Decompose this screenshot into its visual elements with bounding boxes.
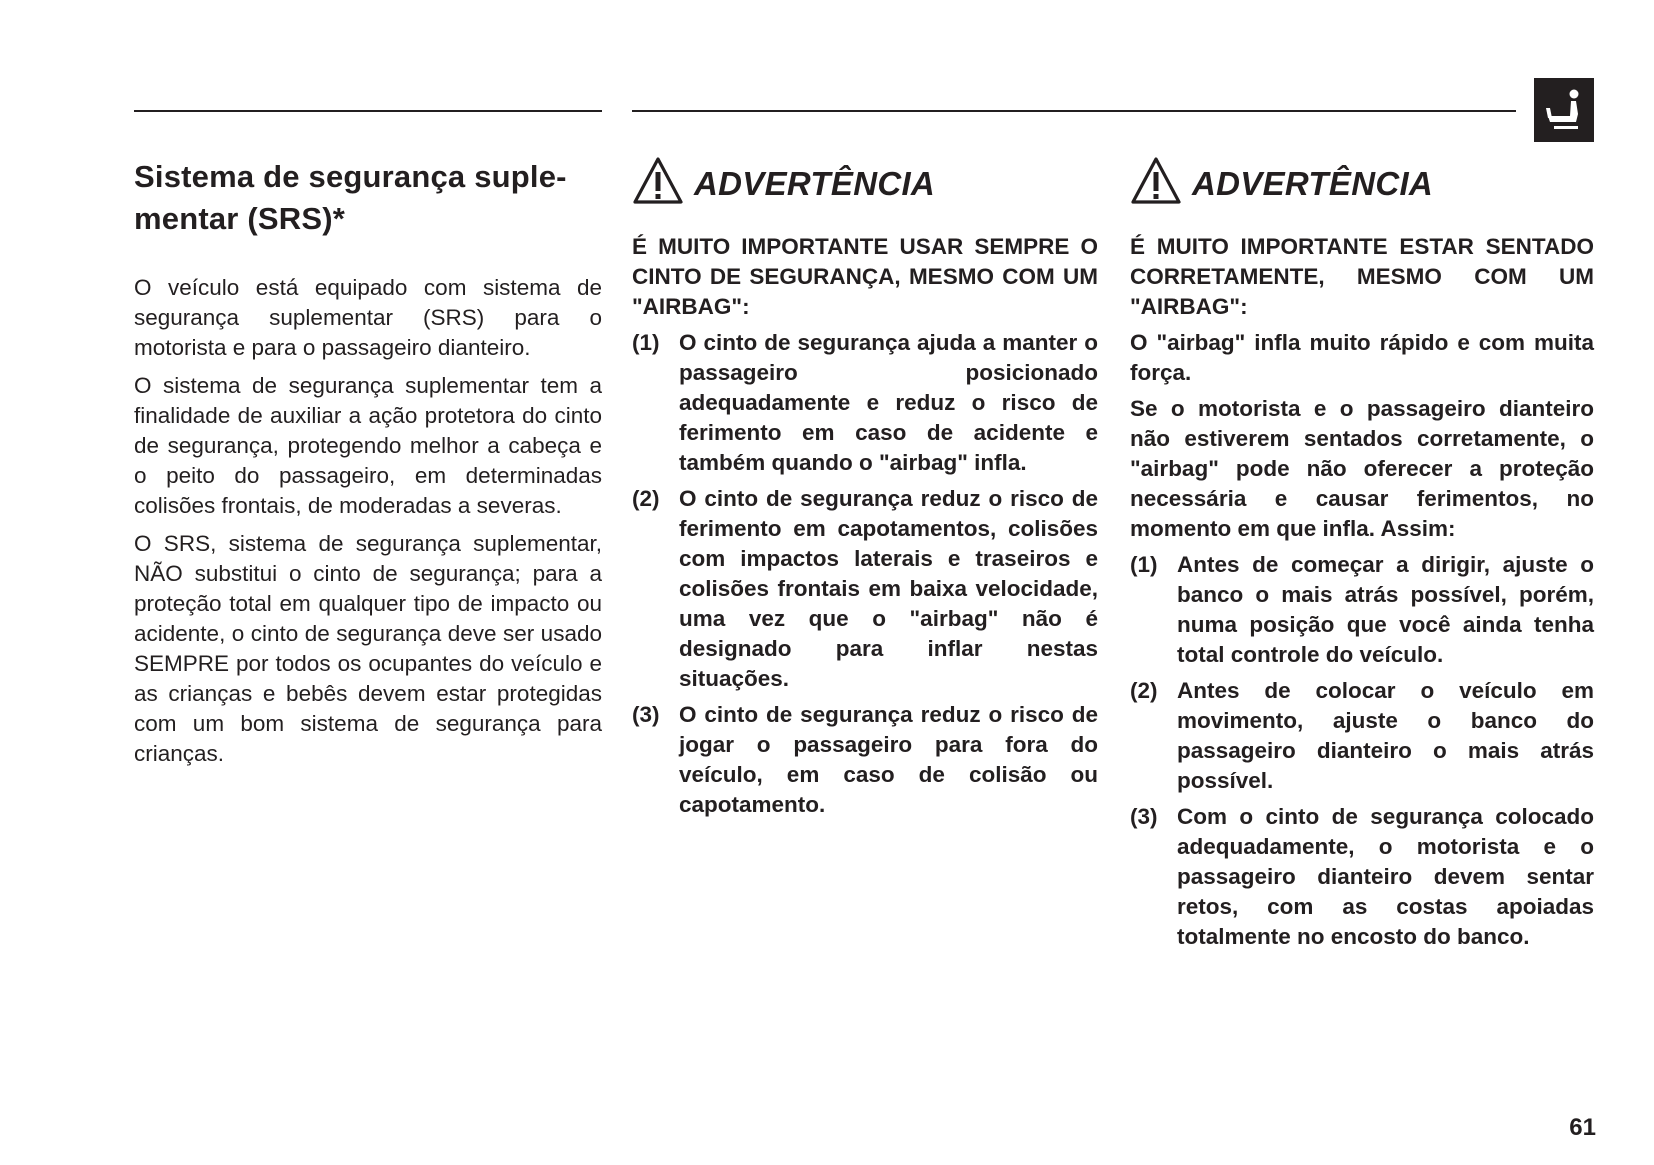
warning-box-seatbelt: [632, 150, 1098, 826]
list-item-number: (1): [1130, 552, 1158, 577]
warning-heading: [1130, 154, 1594, 214]
warning-box-seating: [1130, 150, 1594, 958]
list-item-number: (2): [632, 486, 660, 511]
list-item: [1130, 676, 1594, 796]
seat-icon: [1534, 78, 1594, 142]
warning-paragraph: Se o motorista e o passageiro dianteiro não estiverem sentados corretamente, o "airbag" pode não oferecer a proteção necessária e causar ferimentos, no momento em que infla. Assim:: [1130, 396, 1594, 541]
list-item-text: O cinto de segurança reduz o risco de jogar o passageiro para fora do veículo, em caso de colisão ou capotamento.: [679, 702, 1098, 817]
page-number: 61: [1569, 1114, 1596, 1141]
list-item-number: (1): [632, 330, 660, 355]
warning-lead: É MUITO IMPORTANTE ESTAR SENTADO CORRETAMENTE, MESMO COM UM "AIRBAG":: [1130, 234, 1594, 319]
intro-paragraph: O veículo está equipado com sistema de segurança suplementar (SRS) para o motorista e para o passageiro dianteiro.: [134, 275, 602, 360]
list-item-text: O cinto de segurança ajuda a manter o passageiro posicionado adequadamente e reduz o risco de ferimento em caso de acidente e também quando o "airbag" infla.: [679, 330, 1098, 475]
intro-paragraph: O SRS, sistema de segurança suplementar, NÃO substitui o cinto de segurança; para a proteção total em qualquer tipo de impacto ou acidente, o cinto de segurança deve ser usado SEMPRE por todos os ocupantes do veículo e as crianças e bebês devem estar protegidas com um bom sistema de segurança para crianças.: [134, 531, 602, 766]
header-rule-right: [632, 110, 1516, 112]
intro-column: [134, 150, 602, 769]
list-item: [632, 328, 1098, 478]
list-item-number: (2): [1130, 678, 1158, 703]
list-item-number: (3): [632, 702, 660, 727]
warning-paragraph: O "airbag" infla muito rápido e com muita força.: [1130, 330, 1594, 385]
warning-heading: [632, 154, 1098, 214]
list-item: [632, 484, 1098, 694]
warning-triangle-icon: [632, 156, 684, 206]
warning-list: [1130, 550, 1594, 952]
header-rule-left: [134, 110, 602, 112]
intro-paragraph: O sistema de segurança suplementar tem a finalidade de auxiliar a ação protetora do cinto de segurança, protegendo melhor a cabeça e o peito do passageiro, em determinadas colisões frontais, de moderadas a severas.: [134, 373, 602, 518]
list-item-text: Antes de colocar o veículo em movimento, ajuste o banco do passageiro dianteiro o mais atrás possível.: [1177, 678, 1594, 793]
list-item: [1130, 802, 1594, 952]
list-item-text: Antes de começar a dirigir, ajuste o banco o mais atrás possível, porém, numa posição que você ainda tenha total controle do veículo.: [1177, 552, 1594, 667]
warning-list: [632, 328, 1098, 820]
warning-lead: É MUITO IMPORTANTE USAR SEMPRE O CINTO DE SEGURANÇA, MESMO COM UM "AIRBAG":: [632, 234, 1098, 319]
section-tab: [1534, 78, 1594, 142]
warning-triangle-icon: [1130, 156, 1182, 206]
section-title: Sistema de segurança suple- mentar (SRS)*: [134, 159, 567, 236]
list-item: [1130, 550, 1594, 670]
list-item-text: O cinto de segurança reduz o risco de ferimento em capotamentos, colisões com impactos laterais e traseiros e colisões frontais em baixa velocidade, uma vez que o "airbag" não é designado para inflar nestas situações.: [679, 486, 1098, 691]
warning-title: ADVERTÊNCIA: [1192, 165, 1434, 202]
list-item-number: (3): [1130, 804, 1158, 829]
list-item-text: Com o cinto de segurança colocado adequadamente, o motorista e o passageiro dianteiro devem sentar retos, com as costas apoiadas totalmente no encosto do banco.: [1177, 804, 1594, 949]
list-item: [632, 700, 1098, 820]
warning-title: ADVERTÊNCIA: [694, 165, 936, 202]
